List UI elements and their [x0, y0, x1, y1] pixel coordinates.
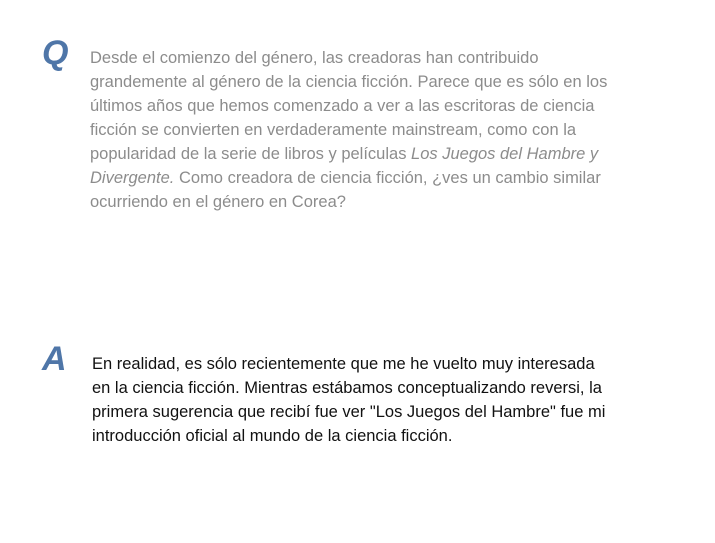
answer-letter: A [42, 340, 67, 378]
answer-text: En realidad, es sólo recientemente que me he vuelto muy interesada en la ciencia ficción. Mientras estábamos conceptualizando reversi, la primera sugerencia que recibí fue ver "Los Juegos del Hambre" fue mi introducción oficial al mundo de la ciencia ficción. [92, 355, 606, 445]
question-text-end: Como creadora de ciencia ficción, ¿ves un cambio similar ocurriendo en el género en Corea? [90, 169, 601, 211]
question-text-start: Desde el comienzo del género, las creadoras han contribuido grandemente al género de la ciencia ficción. Parece que es sólo en los últimos años que hemos comenzado a ver a las escritoras de ciencia ficción se convierten en verdaderamente mainstream, como con la popularidad de la serie de libros y películas [90, 49, 608, 163]
question-letter: Q [42, 34, 69, 72]
question-text [90, 46, 610, 214]
question-italic-titles: Los Juegos del Hambre y Divergente. [90, 145, 599, 187]
